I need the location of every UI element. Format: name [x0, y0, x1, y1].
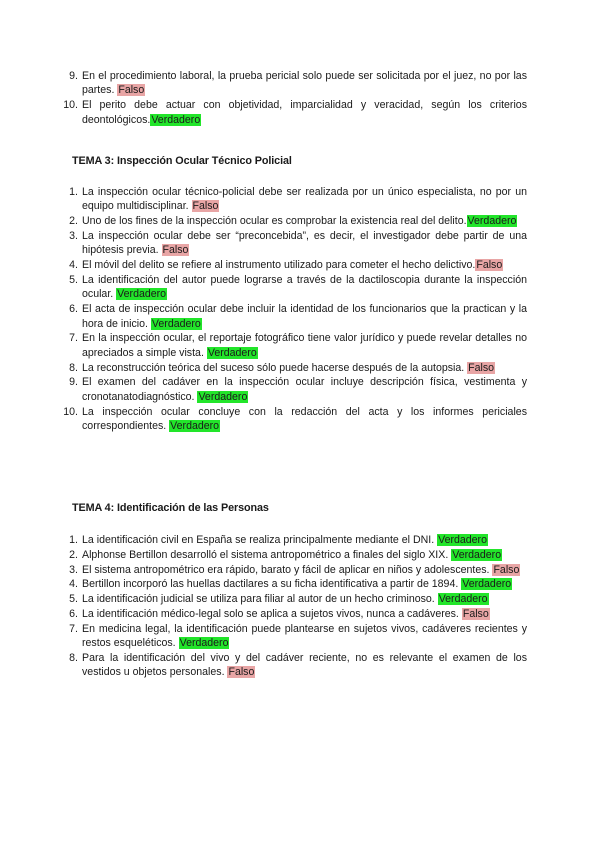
tema3-question-list: [63, 185, 527, 434]
answer-falso-badge: Falso: [162, 244, 189, 257]
tema2-tail-list: [63, 69, 527, 127]
question-number: 4.: [69, 578, 78, 591]
tema4-question-list: [69, 533, 527, 680]
tema3-heading: TEMA 3: Inspección Ocular Técnico Policial: [72, 155, 292, 167]
question-item: [69, 607, 527, 621]
answer-falso-badge: Falso: [462, 607, 489, 620]
question-text: La identificación del autor puede lograrse a través de la dactiloscopia durante la inspección ocular.: [82, 274, 527, 301]
answer-verdadero-badge: Verdadero: [452, 548, 502, 561]
answer-verdadero-badge: Verdadero: [151, 113, 201, 126]
tema4-heading: TEMA 4: Identificación de las Personas: [72, 502, 269, 514]
question-number: 2.: [69, 548, 78, 561]
question-item: [69, 258, 527, 272]
question-item: [69, 592, 527, 606]
question-item: [69, 185, 527, 214]
answer-falso-badge: Falso: [118, 84, 145, 97]
answer-verdadero-badge: Verdadero: [467, 215, 517, 228]
question-item: [69, 533, 527, 547]
question-number: 10.: [63, 99, 78, 112]
answer-verdadero-badge: Verdadero: [170, 420, 220, 433]
question-item: [63, 98, 527, 127]
answer-verdadero-badge: Verdadero: [151, 317, 201, 330]
question-item: [69, 651, 527, 680]
question-item: [69, 331, 527, 360]
question-text: El acta de inspección ocular debe incluir la identidad de los funcionarios que la practican y la hora de inicio.: [82, 303, 527, 330]
question-item: [63, 405, 527, 434]
question-item: [69, 577, 527, 591]
question-number: 3.: [69, 563, 78, 576]
answer-verdadero-badge: Verdadero: [438, 593, 488, 606]
question-text: La identificación civil en España se realiza principalmente mediante el DNI.: [82, 534, 435, 546]
question-item: [69, 622, 527, 651]
answer-falso-badge: Falso: [192, 200, 219, 213]
question-text: El sistema antropométrico era rápido, barato y fácil de aplicar en niños y adolescentes.: [82, 563, 490, 576]
question-text: La inspección ocular debe ser “preconcebida”, es decir, el investigador debe partir de una hipótesis previa.: [82, 230, 527, 257]
question-number: 8.: [69, 361, 78, 374]
question-number: 1.: [69, 534, 78, 546]
answer-verdadero-badge: Verdadero: [438, 534, 487, 546]
question-text: Bertillon incorporó las huellas dactilares a su ficha identificativa a partir de 1894.: [82, 578, 459, 591]
question-item: [69, 229, 527, 258]
question-item: [69, 563, 527, 577]
question-number: 5.: [69, 274, 78, 286]
question-item: [69, 69, 527, 98]
answer-falso-badge: Falso: [493, 563, 520, 576]
question-number: 7.: [69, 332, 78, 345]
answer-verdadero-badge: Verdadero: [198, 390, 248, 403]
question-text: La identificación judicial se utiliza para filiar al autor de un hecho criminoso.: [82, 593, 435, 606]
question-item: [69, 375, 527, 404]
question-number: 1.: [69, 186, 78, 198]
question-text: Para la identificación del vivo y del cadáver reciente, no es relevante el examen de los vestidos u objetos personales.: [82, 651, 527, 679]
question-number: 10.: [63, 405, 78, 418]
question-text: El móvil del delito se refiere al instrumento utilizado para cometer el hecho delictivo.: [82, 259, 476, 272]
question-text: Uno de los fines de la inspección ocular es comprobar la existencia real del delito.: [82, 215, 467, 228]
question-number: 8.: [69, 651, 78, 664]
answer-falso-badge: Falso: [468, 361, 495, 374]
question-number: 7.: [69, 622, 78, 635]
answer-verdadero-badge: Verdadero: [462, 578, 512, 591]
answer-falso-badge: Falso: [476, 259, 503, 272]
question-text: La inspección ocular técnico-policial debe ser realizada por un único especialista, no por un equipo multidisciplinar.: [82, 186, 527, 213]
question-number: 5.: [69, 593, 78, 606]
question-item: [69, 361, 527, 375]
question-text: El examen del cadáver en la inspección ocular incluye descripción física, vestimenta y cronotanatodiagnóstico.: [82, 376, 527, 403]
question-number: 9.: [69, 376, 78, 389]
question-number: 2.: [69, 215, 78, 228]
question-number: 3.: [69, 230, 78, 242]
question-item: [69, 214, 527, 228]
question-text: En la inspección ocular, el reportaje fotográfico tiene valor jurídico y puede revelar detalles no apreciados a simple vista.: [82, 332, 527, 359]
question-text: Alphonse Bertillon desarrolló el sistema antropométrico a finales del siglo XIX.: [82, 548, 449, 561]
question-number: 6.: [69, 303, 78, 316]
question-number: 9.: [69, 70, 78, 82]
question-number: 4.: [69, 259, 78, 272]
question-text: En medicina legal, la identificación puede plantearse en sujetos vivos, cadáveres recientes y restos esqueléticos.: [82, 622, 527, 650]
answer-falso-badge: Falso: [228, 666, 255, 679]
answer-verdadero-badge: Verdadero: [179, 637, 229, 650]
question-item: [69, 302, 527, 331]
question-number: 6.: [69, 607, 78, 620]
answer-verdadero-badge: Verdadero: [117, 288, 167, 301]
question-item: [69, 548, 527, 562]
question-text: La inspección ocular concluye con la redacción del acta y los informes periciales correspondientes.: [82, 405, 527, 433]
answer-verdadero-badge: Verdadero: [207, 346, 257, 359]
question-item: [69, 273, 527, 302]
question-text: En el procedimiento laboral, la prueba pericial solo puede ser solicitada por el juez, no por las partes.: [82, 70, 527, 97]
question-text: El perito debe actuar con objetividad, imparcialidad y veracidad, según los criterios deontológicos.: [82, 99, 527, 126]
question-text: La reconstrucción teórica del suceso sólo puede hacerse después de la autopsia.: [82, 361, 465, 374]
question-text: La identificación médico-legal solo se aplica a sujetos vivos, nunca a cadáveres.: [82, 607, 459, 620]
